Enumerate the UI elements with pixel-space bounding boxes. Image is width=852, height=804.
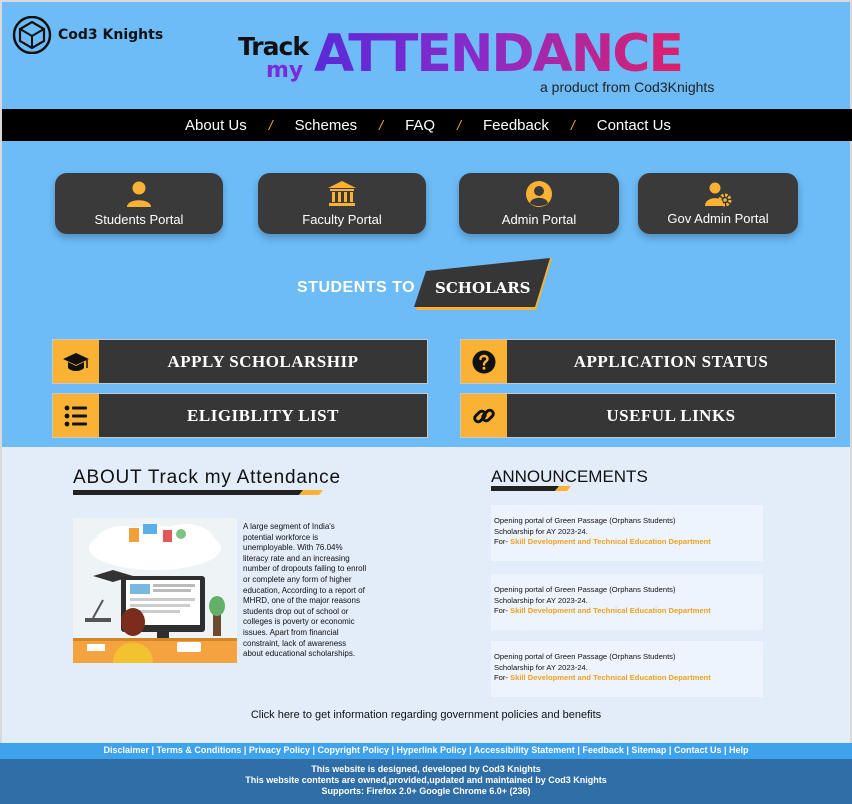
students-portal-button[interactable]	[55, 173, 223, 234]
announcement-card[interactable]	[491, 641, 763, 697]
gov-admin-portal-label: Gov Admin Portal	[667, 211, 769, 226]
apply-scholarship-label: APPLY SCHOLARSHIP	[167, 351, 359, 371]
government-policies-link[interactable]: Click here to get information regarding government policies and benefits	[250, 709, 602, 721]
footer-link-sitemap[interactable]: Sitemap	[631, 745, 667, 755]
footer-separator: |	[241, 745, 249, 755]
institution-icon	[327, 180, 357, 208]
useful-links-button[interactable]	[460, 393, 836, 438]
application-status-button[interactable]	[460, 339, 836, 384]
useful-links-label: USEFUL LINKS	[606, 405, 736, 425]
gov-admin-portal-button[interactable]	[638, 173, 798, 234]
nav-contact-us[interactable]: Contact Us	[596, 116, 671, 134]
announcement-department: Skill Development and Technical Education Department	[510, 537, 711, 547]
eligibility-list-label: ELIGIBLITY LIST	[187, 405, 339, 425]
announcement-department: Skill Development and Technical Education Department	[510, 673, 711, 683]
announcements-heading: ANNOUNCEMENTS	[491, 467, 648, 486]
codepen-cube-icon	[12, 16, 52, 54]
main-nav	[2, 109, 852, 141]
nav-about-us[interactable]: About Us	[185, 116, 247, 134]
apply-scholarship-button[interactable]	[52, 339, 428, 384]
footer-link-hyperlink[interactable]: Hyperlink Policy	[396, 745, 467, 755]
footer-link-accessibility[interactable]: Accessibility Statement	[473, 745, 575, 755]
nav-separator: /	[379, 117, 384, 133]
footer-separator: |	[389, 745, 397, 755]
site-title	[238, 24, 718, 98]
brand-logo[interactable]	[12, 16, 163, 54]
user-gear-icon	[704, 181, 732, 207]
application-status-label: APPLICATION STATUS	[573, 351, 769, 371]
footer-link-contact[interactable]: Contact Us	[673, 745, 722, 755]
footer-separator: |	[623, 745, 632, 755]
about-illustration	[73, 518, 237, 663]
link-icon	[472, 404, 496, 428]
nav-separator: /	[570, 117, 575, 133]
footer-separator: |	[721, 745, 729, 755]
nav-separator: /	[457, 117, 461, 133]
announcement-for	[494, 606, 760, 617]
footer-links-bar	[0, 743, 852, 759]
about-underline	[73, 490, 323, 495]
list-icon	[64, 405, 88, 427]
footer-separator: |	[309, 745, 318, 755]
footer-info-line: Supports: Firefox 2.0+ Google Chrome 6.0+ (236)	[321, 785, 531, 796]
announcement-card[interactable]	[491, 505, 763, 561]
announcement-for-prefix: For-	[494, 673, 511, 683]
title-tagline: a product from Cod3Knights	[540, 79, 715, 95]
slogan-left: STUDENTS TO	[297, 279, 416, 296]
brand-name: Cod3 Knights	[58, 27, 164, 43]
nav-separator: /	[268, 117, 273, 133]
footer-info	[0, 759, 852, 804]
footer-info-line: This website contents are owned,provided,updated and maintained by Cod3 Knights	[245, 774, 607, 785]
eligibility-list-button[interactable]	[52, 393, 428, 438]
nav-feedback[interactable]: Feedback	[482, 116, 549, 134]
announcement-card[interactable]	[491, 574, 763, 630]
slogan-right-text: SCHOLARS	[435, 279, 531, 297]
title-attendance: ATTENDANCE	[314, 24, 682, 84]
footer-separator: |	[666, 745, 674, 755]
faculty-portal-button[interactable]	[258, 173, 426, 234]
about-text: A large segment of India's potential workforce is unemployable. With 76.04% literacy rate and an increasing number of dropouts failing to enroll or complete any form of higher education, According to a report of MHRD, one of the major reasons students drop out of school or colleges is poverty or economic issues. Apart from financial constraint, lack of awareness about educational scholarships.	[243, 522, 367, 659]
graduation-cap-icon	[62, 351, 90, 373]
footer-link-disclaimer[interactable]: Disclaimer	[103, 745, 150, 755]
footer-link-help[interactable]: Help	[729, 745, 749, 755]
announcement-title: Opening portal of Green Passage (Orphans Students)	[494, 652, 676, 661]
title-track: Track	[238, 32, 308, 61]
footer-link-privacy[interactable]: Privacy Policy	[248, 745, 310, 755]
faculty-portal-label: Faculty Portal	[302, 212, 382, 227]
announcement-title: Opening portal of Green Passage (Orphans Students)	[494, 585, 676, 594]
announcements-underline	[491, 486, 571, 491]
announcement-subtitle: Scholarship for AY 2023-24.	[494, 662, 588, 672]
nav-schemes[interactable]: Schemes	[294, 116, 358, 134]
footer-info-line: This website is designed, developed by Cod3 Knights	[311, 764, 541, 774]
nav-faq[interactable]: FAQ	[405, 116, 436, 134]
footer-separator: |	[149, 745, 157, 755]
footer-link-copyright[interactable]: Copyright Policy	[317, 745, 390, 755]
question-circle-icon	[472, 350, 496, 374]
announcement-for	[494, 673, 760, 684]
footer-separator: |	[574, 745, 583, 755]
about-heading: ABOUT Track my Attendance	[73, 467, 341, 488]
footer-separator: |	[466, 745, 474, 755]
slogan-badge	[414, 258, 554, 310]
announcement-subtitle: Scholarship for AY 2023-24.	[494, 526, 588, 536]
announcement-department: Skill Development and Technical Education Department	[510, 606, 711, 616]
announcement-for-prefix: For-	[494, 537, 511, 547]
title-my: my	[266, 58, 304, 83]
admin-portal-button[interactable]	[459, 173, 619, 234]
announcement-for-prefix: For-	[494, 606, 511, 616]
students-portal-label: Students Portal	[94, 212, 184, 227]
announcement-title: Opening portal of Green Passage (Orphans Students)	[494, 516, 676, 525]
user-icon	[125, 180, 153, 208]
footer-link-feedback[interactable]: Feedback	[582, 745, 624, 755]
announcement-for	[494, 537, 760, 548]
admin-portal-label: Admin Portal	[501, 212, 577, 227]
announcement-subtitle: Scholarship for AY 2023-24.	[494, 595, 588, 605]
footer-link-terms[interactable]: Terms & Conditions	[156, 745, 242, 755]
user-circle-icon	[525, 180, 553, 208]
